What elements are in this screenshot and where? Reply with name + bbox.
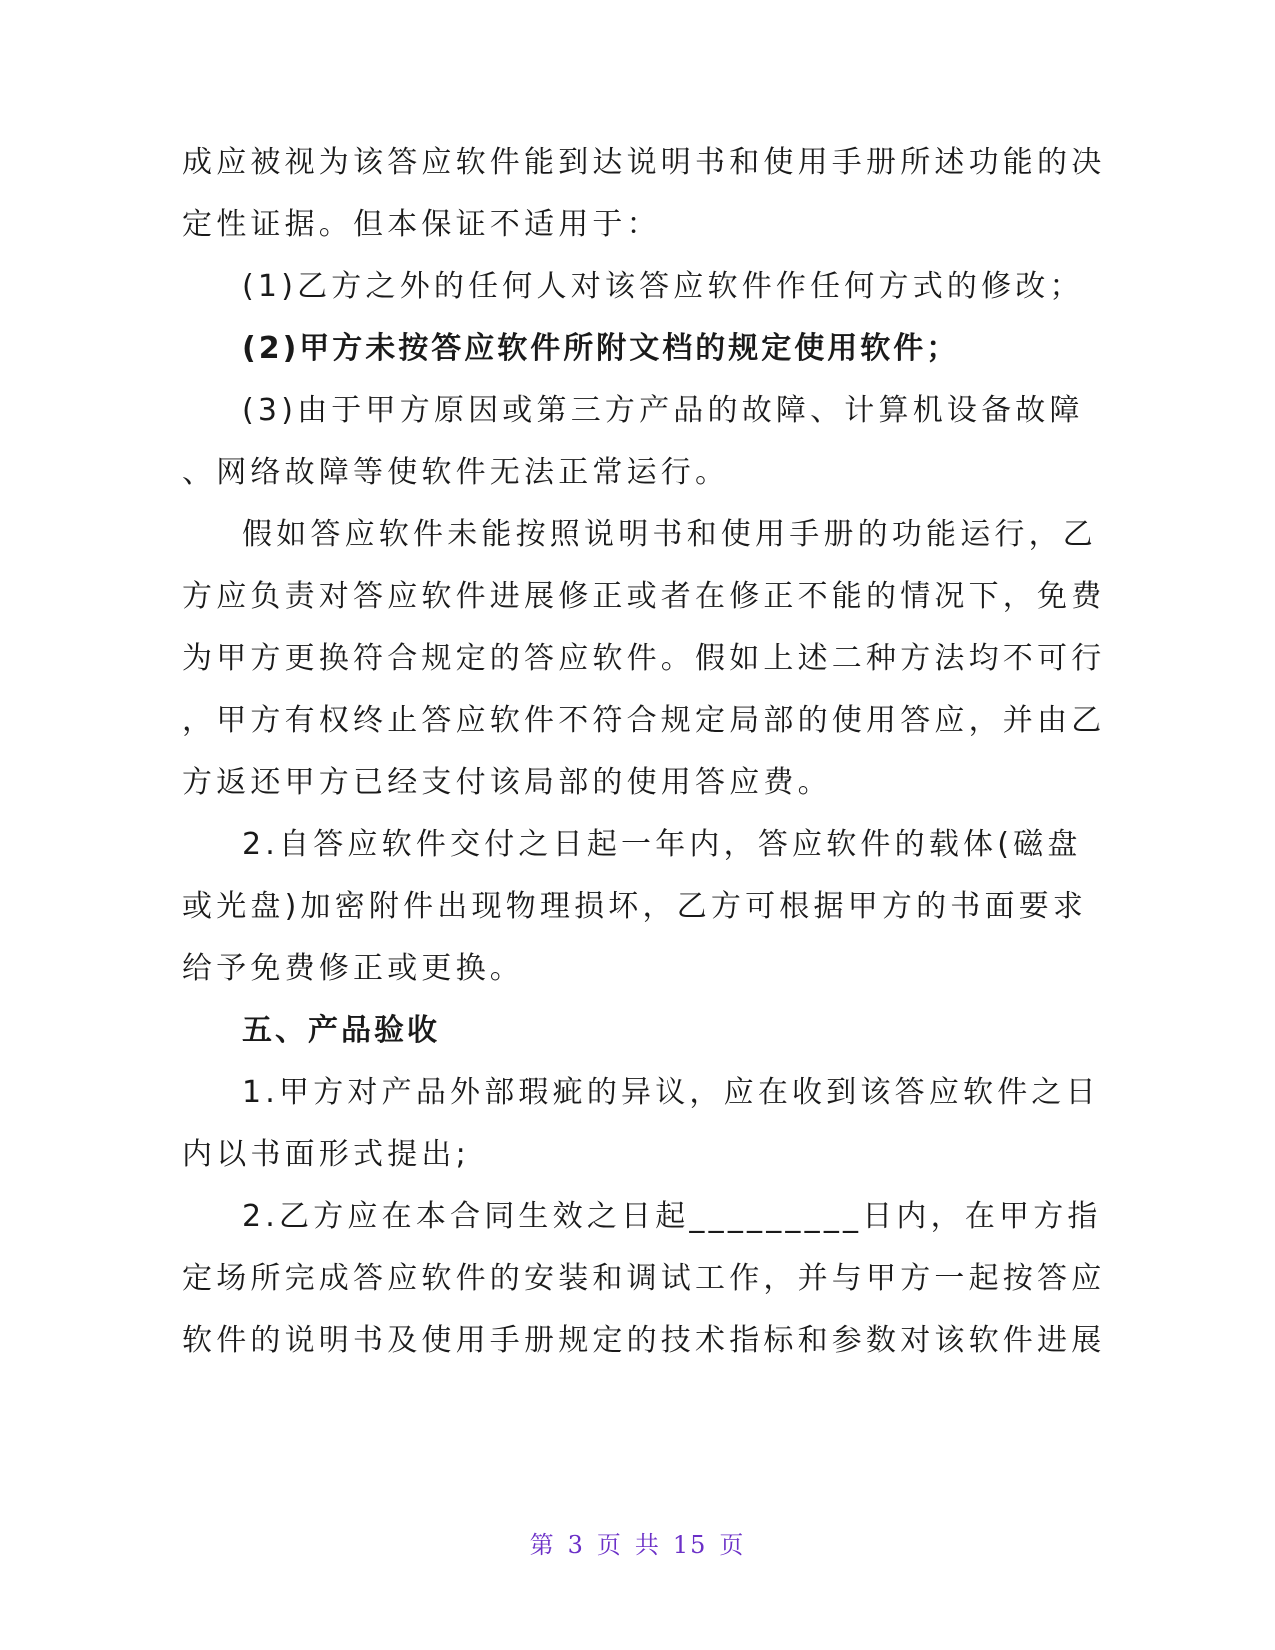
body-line: 软件的说明书及使用手册规定的技术指标和参数对该软件进展: [182, 1323, 1106, 1358]
paragraph-start: 假如答应软件未能按照说明书和使用手册的功能运行，乙: [242, 517, 1097, 552]
current-page-number: 3: [567, 1531, 585, 1559]
paragraph-start: 1.甲方对产品外部瑕疵的异议，应在收到该答应软件之日: [242, 1075, 1100, 1110]
footer-suffix: 页: [719, 1531, 746, 1559]
body-line: 定场所完成答应软件的安装和调试工作，并与甲方一起按答应: [182, 1261, 1106, 1296]
page-footer: [0, 1529, 1275, 1561]
list-item-bold: (2)甲方未按答应软件所附文档的规定使用软件；: [242, 331, 960, 366]
footer-prefix: 第: [529, 1531, 556, 1559]
body-line: 方返还甲方已经支付该局部的使用答应费。: [182, 765, 832, 800]
total-pages-number: 15: [672, 1531, 708, 1559]
body-line: 、网络故障等使软件无法正常运行。: [182, 455, 730, 490]
body-line: 给予免费修正或更换。: [182, 951, 524, 986]
body-line: 或光盘)加密附件出现物理损坏，乙方可根据甲方的书面要求: [182, 889, 1088, 924]
body-line: 为甲方更换符合规定的答应软件。假如上述二种方法均不可行: [182, 641, 1106, 676]
footer-page-word: 页: [596, 1531, 623, 1559]
footer-total-word: 共: [634, 1531, 661, 1559]
body-line: ，甲方有权终止答应软件不符合规定局部的使用答应，并由乙: [182, 703, 1106, 738]
body-line: 定性证据。但本保证不适用于：: [182, 207, 661, 242]
body-line: 方应负责对答应软件进展修正或者在修正不能的情况下，免费: [182, 579, 1106, 614]
paragraph-start: 2.乙方应在本合同生效之日起_________日内，在甲方指: [242, 1199, 1102, 1234]
list-item: (1)乙方之外的任何人对该答应软件作任何方式的修改；: [242, 269, 1084, 304]
body-line: 内以书面形式提出;: [182, 1137, 470, 1172]
body-line: 成应被视为该答应软件能到达说明书和使用手册所述功能的决: [182, 145, 1106, 180]
list-item: (3)由于甲方原因或第三方产品的故障、计算机设备故障: [242, 393, 1084, 428]
section-heading: 五、产品验收: [242, 1013, 440, 1048]
paragraph-start: 2.自答应软件交付之日起一年内，答应软件的载体(磁盘: [242, 827, 1082, 862]
